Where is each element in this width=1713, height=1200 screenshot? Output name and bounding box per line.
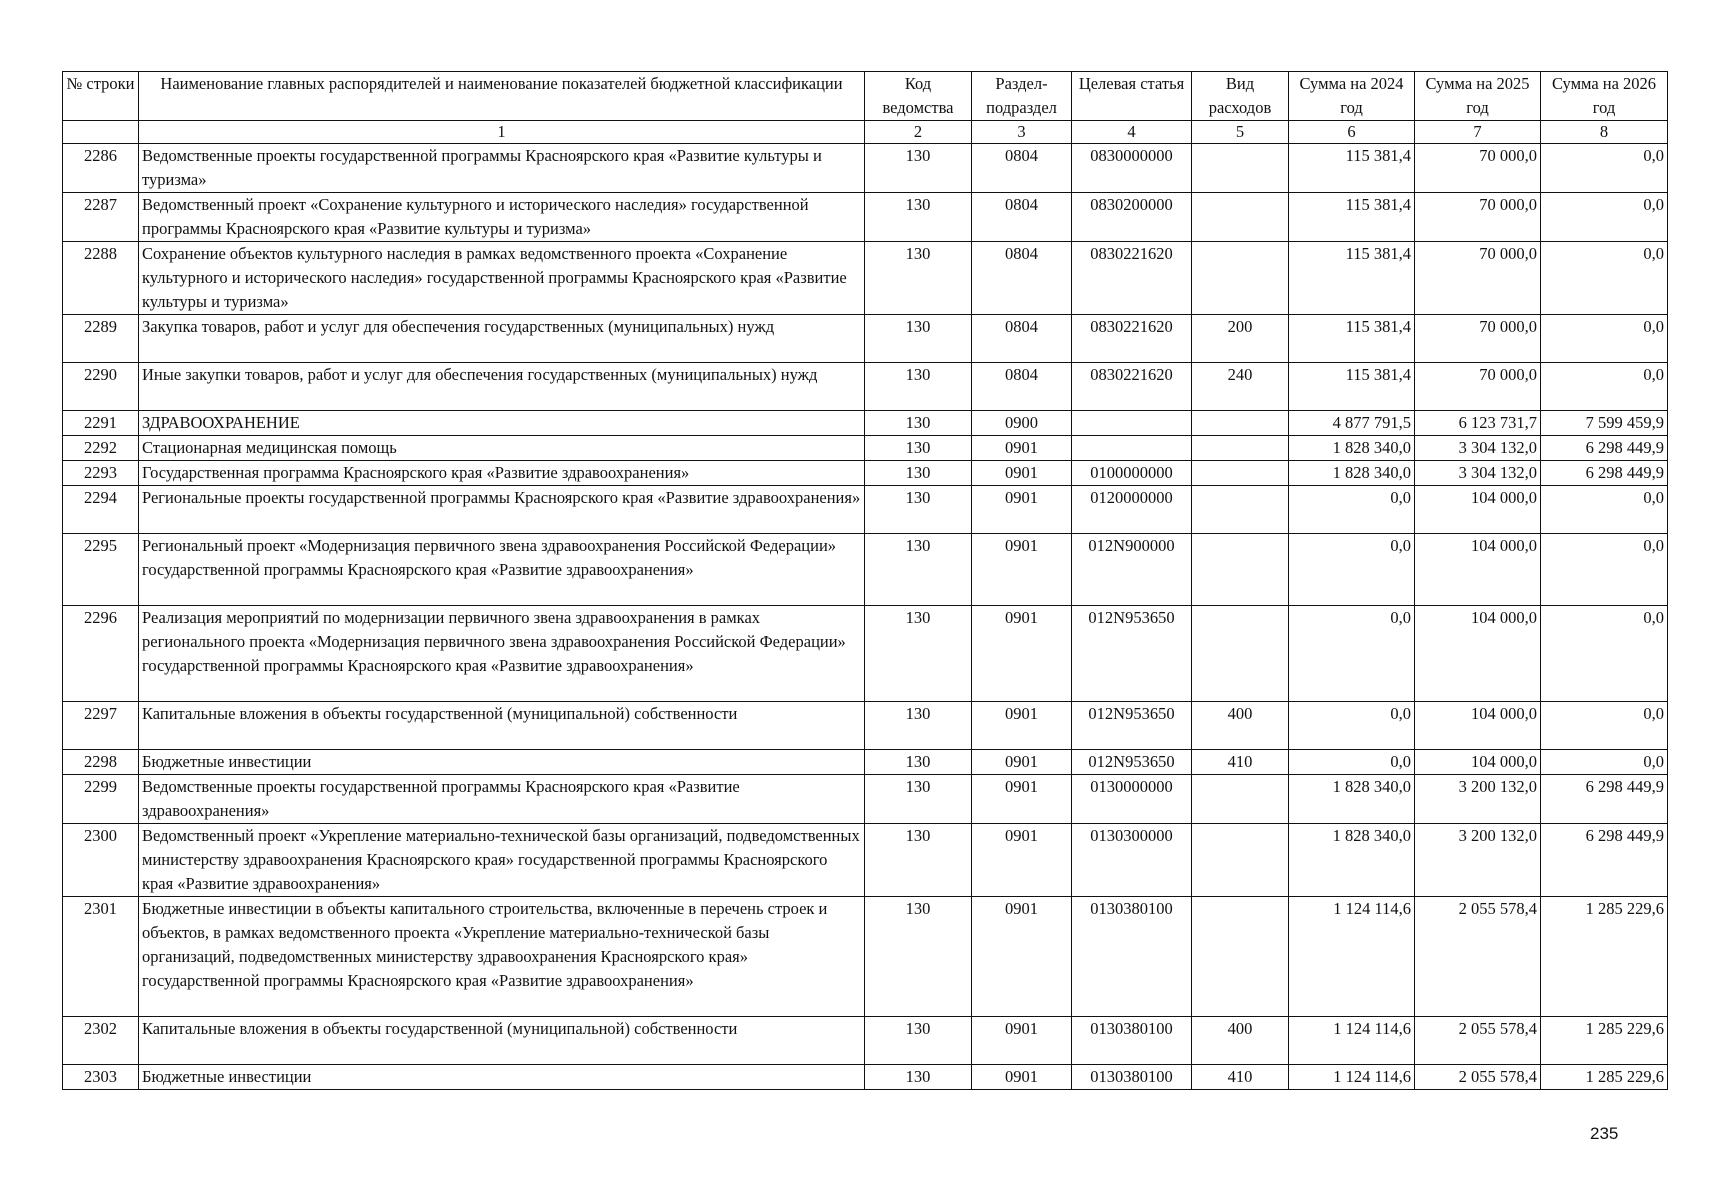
row-exp-type [1192, 897, 1289, 1017]
row-name: Ведомственные проекты государственной программы Красноярского края «Развитие культуры и туризма» [139, 144, 865, 193]
row-target [1072, 411, 1192, 436]
row-sum-2026: 6 298 449,9 [1541, 824, 1668, 897]
row-exp-type [1192, 486, 1289, 534]
row-exp-type: 410 [1192, 1065, 1289, 1090]
row-number: 2288 [63, 242, 139, 315]
row-number: 2293 [63, 461, 139, 486]
row-exp-type: 400 [1192, 702, 1289, 750]
row-code: 130 [865, 606, 972, 702]
table-row [63, 363, 1668, 411]
row-exp-type [1192, 242, 1289, 315]
row-section: 0901 [972, 1065, 1072, 1090]
row-section: 0804 [972, 242, 1072, 315]
row-code: 130 [865, 534, 972, 606]
column-number [63, 121, 139, 144]
row-target: 0830221620 [1072, 242, 1192, 315]
row-section: 0804 [972, 144, 1072, 193]
row-name: Ведомственный проект «Укрепление материально-технической базы организаций, подведомственных министерству здравоохранения Красноярского края» государственной программы Красноярского края «Развитие здравоохранения» [139, 824, 865, 897]
row-section: 0804 [972, 193, 1072, 242]
row-name: ЗДРАВООХРАНЕНИЕ [139, 411, 865, 436]
row-target: 0130000000 [1072, 775, 1192, 824]
row-sum-2024: 0,0 [1289, 534, 1415, 606]
row-sum-2026: 0,0 [1541, 242, 1668, 315]
row-number: 2290 [63, 363, 139, 411]
table-row [63, 775, 1668, 824]
header-name: Наименование главных распорядителей и наименование показателей бюджетной классификации [139, 72, 865, 121]
row-sum-2025: 104 000,0 [1415, 534, 1541, 606]
table-row [63, 750, 1668, 775]
row-sum-2025: 70 000,0 [1415, 144, 1541, 193]
row-name: Закупка товаров, работ и услуг для обеспечения государственных (муниципальных) нужд [139, 315, 865, 363]
row-target: 0130380100 [1072, 1017, 1192, 1065]
row-sum-2025: 104 000,0 [1415, 606, 1541, 702]
row-section: 0901 [972, 486, 1072, 534]
column-number: 8 [1541, 121, 1668, 144]
row-name: Капитальные вложения в объекты государственной (муниципальной) собственности [139, 1017, 865, 1065]
row-name: Капитальные вложения в объекты государственной (муниципальной) собственности [139, 702, 865, 750]
row-sum-2025: 2 055 578,4 [1415, 1017, 1541, 1065]
row-exp-type [1192, 411, 1289, 436]
row-number: 2286 [63, 144, 139, 193]
table-row [63, 242, 1668, 315]
row-exp-type [1192, 534, 1289, 606]
header-sum-2025: Сумма на 2025 год [1415, 72, 1541, 121]
row-sum-2026: 0,0 [1541, 606, 1668, 702]
row-sum-2026: 0,0 [1541, 193, 1668, 242]
row-name: Бюджетные инвестиции [139, 1065, 865, 1090]
row-sum-2025: 104 000,0 [1415, 486, 1541, 534]
column-number: 3 [972, 121, 1072, 144]
row-sum-2026: 7 599 459,9 [1541, 411, 1668, 436]
row-sum-2024: 1 828 340,0 [1289, 436, 1415, 461]
page-number: 235 [1590, 1124, 1619, 1143]
row-name: Иные закупки товаров, работ и услуг для обеспечения государственных (муниципальных) нужд [139, 363, 865, 411]
row-sum-2025: 104 000,0 [1415, 702, 1541, 750]
row-code: 130 [865, 702, 972, 750]
row-number: 2289 [63, 315, 139, 363]
header-section: Раздел-подраздел [972, 72, 1072, 121]
row-sum-2025: 70 000,0 [1415, 363, 1541, 411]
header-sum-2024: Сумма на 2024 год [1289, 72, 1415, 121]
row-sum-2026: 0,0 [1541, 315, 1668, 363]
row-sum-2026: 6 298 449,9 [1541, 461, 1668, 486]
row-target: 012N900000 [1072, 534, 1192, 606]
table-row [63, 315, 1668, 363]
row-name: Региональные проекты государственной программы Красноярского края «Развитие здравоохранения» [139, 486, 865, 534]
row-name: Бюджетные инвестиции в объекты капитального строительства, включенные в перечень строек и объектов, в рамках ведомственного проекта «Укрепление материально-технической базы организаций, подведомственных министерству здравоохранения Красноярского края» государственной программы Красноярского края «Развитие здравоохранения» [139, 897, 865, 1017]
row-sum-2025: 3 304 132,0 [1415, 436, 1541, 461]
row-target: 0130380100 [1072, 1065, 1192, 1090]
row-sum-2024: 115 381,4 [1289, 193, 1415, 242]
row-code: 130 [865, 824, 972, 897]
table-row [63, 411, 1668, 436]
row-section: 0901 [972, 606, 1072, 702]
row-number: 2303 [63, 1065, 139, 1090]
row-name: Ведомственный проект «Сохранение культурного и исторического наследия» государственной программы Красноярского края «Развитие культуры и туризма» [139, 193, 865, 242]
row-code: 130 [865, 1065, 972, 1090]
row-number: 2301 [63, 897, 139, 1017]
row-sum-2024: 115 381,4 [1289, 144, 1415, 193]
row-sum-2026: 0,0 [1541, 702, 1668, 750]
budget-table [62, 71, 1668, 1090]
row-sum-2026: 0,0 [1541, 144, 1668, 193]
row-number: 2297 [63, 702, 139, 750]
row-section: 0804 [972, 363, 1072, 411]
table-row [63, 461, 1668, 486]
table-row [63, 606, 1668, 702]
row-section: 0901 [972, 750, 1072, 775]
row-code: 130 [865, 411, 972, 436]
row-number: 2295 [63, 534, 139, 606]
row-target: 0830221620 [1072, 363, 1192, 411]
row-sum-2025: 2 055 578,4 [1415, 1065, 1541, 1090]
table-header [63, 72, 1668, 144]
row-number: 2287 [63, 193, 139, 242]
header-target: Целевая статья [1072, 72, 1192, 121]
table-row [63, 824, 1668, 897]
row-sum-2024: 0,0 [1289, 702, 1415, 750]
row-exp-type [1192, 824, 1289, 897]
row-code: 130 [865, 486, 972, 534]
row-sum-2024: 115 381,4 [1289, 315, 1415, 363]
row-sum-2026: 0,0 [1541, 534, 1668, 606]
row-target [1072, 436, 1192, 461]
row-number: 2294 [63, 486, 139, 534]
row-exp-type [1192, 193, 1289, 242]
row-sum-2025: 3 304 132,0 [1415, 461, 1541, 486]
row-exp-type: 200 [1192, 315, 1289, 363]
row-code: 130 [865, 1017, 972, 1065]
row-code: 130 [865, 315, 972, 363]
row-exp-type: 240 [1192, 363, 1289, 411]
row-sum-2024: 1 124 114,6 [1289, 1065, 1415, 1090]
row-section: 0901 [972, 897, 1072, 1017]
row-number: 2292 [63, 436, 139, 461]
row-section: 0901 [972, 1017, 1072, 1065]
row-code: 130 [865, 242, 972, 315]
row-sum-2024: 115 381,4 [1289, 242, 1415, 315]
row-sum-2026: 0,0 [1541, 363, 1668, 411]
row-exp-type [1192, 461, 1289, 486]
table-row [63, 897, 1668, 1017]
row-number: 2291 [63, 411, 139, 436]
row-sum-2025: 70 000,0 [1415, 315, 1541, 363]
header-exp-type: Вид расходов [1192, 72, 1289, 121]
row-sum-2026: 1 285 229,6 [1541, 1017, 1668, 1065]
row-section: 0901 [972, 824, 1072, 897]
row-name: Реализация мероприятий по модернизации первичного звена здравоохранения в рамках регионального проекта «Модернизация первичного звена здравоохранения Российской Федерации» государственной программы Красноярского края «Развитие здравоохранения» [139, 606, 865, 702]
column-number: 6 [1289, 121, 1415, 144]
table-row [63, 436, 1668, 461]
row-code: 130 [865, 144, 972, 193]
row-target: 0830200000 [1072, 193, 1192, 242]
row-target: 0120000000 [1072, 486, 1192, 534]
row-sum-2025: 3 200 132,0 [1415, 775, 1541, 824]
row-name: Стационарная медицинская помощь [139, 436, 865, 461]
row-sum-2026: 1 285 229,6 [1541, 897, 1668, 1017]
row-code: 130 [865, 193, 972, 242]
row-section: 0901 [972, 775, 1072, 824]
row-number: 2302 [63, 1017, 139, 1065]
row-section: 0901 [972, 534, 1072, 606]
row-sum-2025: 70 000,0 [1415, 193, 1541, 242]
table-body [63, 144, 1668, 1090]
table-row [63, 702, 1668, 750]
row-exp-type [1192, 144, 1289, 193]
row-sum-2024: 1 124 114,6 [1289, 1017, 1415, 1065]
column-number: 1 [139, 121, 865, 144]
row-number: 2299 [63, 775, 139, 824]
column-number: 7 [1415, 121, 1541, 144]
row-sum-2024: 1 828 340,0 [1289, 775, 1415, 824]
column-number: 2 [865, 121, 972, 144]
row-name: Региональный проект «Модернизация первичного звена здравоохранения Российской Федерации» государственной программы Красноярского края «Развитие здравоохранения» [139, 534, 865, 606]
row-code: 130 [865, 750, 972, 775]
row-target: 0100000000 [1072, 461, 1192, 486]
row-name: Сохранение объектов культурного наследия в рамках ведомственного проекта «Сохранение культурного и исторического наследия» государственной программы Красноярского края «Развитие культуры и туризма» [139, 242, 865, 315]
row-number: 2300 [63, 824, 139, 897]
row-code: 130 [865, 363, 972, 411]
row-sum-2025: 3 200 132,0 [1415, 824, 1541, 897]
table-row [63, 486, 1668, 534]
row-name: Государственная программа Красноярского края «Развитие здравоохранения» [139, 461, 865, 486]
row-target: 012N953650 [1072, 750, 1192, 775]
row-exp-type: 410 [1192, 750, 1289, 775]
row-sum-2024: 0,0 [1289, 750, 1415, 775]
row-target: 012N953650 [1072, 702, 1192, 750]
row-sum-2024: 0,0 [1289, 606, 1415, 702]
row-target: 012N953650 [1072, 606, 1192, 702]
row-sum-2025: 70 000,0 [1415, 242, 1541, 315]
header-sum-2026: Сумма на 2026 год [1541, 72, 1668, 121]
row-number: 2296 [63, 606, 139, 702]
row-sum-2025: 2 055 578,4 [1415, 897, 1541, 1017]
column-number: 5 [1192, 121, 1289, 144]
row-section: 0901 [972, 702, 1072, 750]
table-row [63, 1065, 1668, 1090]
row-section: 0901 [972, 436, 1072, 461]
table-row [63, 1017, 1668, 1065]
row-sum-2025: 104 000,0 [1415, 750, 1541, 775]
row-sum-2026: 1 285 229,6 [1541, 1065, 1668, 1090]
row-code: 130 [865, 436, 972, 461]
row-target: 0130380100 [1072, 897, 1192, 1017]
table-row [63, 144, 1668, 193]
row-sum-2026: 6 298 449,9 [1541, 436, 1668, 461]
row-sum-2024: 0,0 [1289, 486, 1415, 534]
row-section: 0804 [972, 315, 1072, 363]
row-sum-2026: 0,0 [1541, 750, 1668, 775]
row-number: 2298 [63, 750, 139, 775]
column-numbers-row [63, 121, 1668, 144]
column-number: 4 [1072, 121, 1192, 144]
row-sum-2024: 4 877 791,5 [1289, 411, 1415, 436]
row-exp-type [1192, 606, 1289, 702]
row-sum-2026: 0,0 [1541, 486, 1668, 534]
row-section: 0900 [972, 411, 1072, 436]
row-name: Ведомственные проекты государственной программы Красноярского края «Развитие здравоохранения» [139, 775, 865, 824]
row-code: 130 [865, 461, 972, 486]
row-name: Бюджетные инвестиции [139, 750, 865, 775]
row-exp-type [1192, 436, 1289, 461]
row-exp-type: 400 [1192, 1017, 1289, 1065]
row-exp-type [1192, 775, 1289, 824]
header-code: Код ведомства [865, 72, 972, 121]
table-row [63, 534, 1668, 606]
row-target: 0830000000 [1072, 144, 1192, 193]
row-sum-2024: 115 381,4 [1289, 363, 1415, 411]
row-sum-2025: 6 123 731,7 [1415, 411, 1541, 436]
row-sum-2026: 6 298 449,9 [1541, 775, 1668, 824]
row-sum-2024: 1 124 114,6 [1289, 897, 1415, 1017]
row-target: 0130300000 [1072, 824, 1192, 897]
row-sum-2024: 1 828 340,0 [1289, 461, 1415, 486]
row-code: 130 [865, 775, 972, 824]
row-target: 0830221620 [1072, 315, 1192, 363]
header-row-no: № строки [63, 72, 139, 121]
row-sum-2024: 1 828 340,0 [1289, 824, 1415, 897]
row-section: 0901 [972, 461, 1072, 486]
row-code: 130 [865, 897, 972, 1017]
table-row [63, 193, 1668, 242]
